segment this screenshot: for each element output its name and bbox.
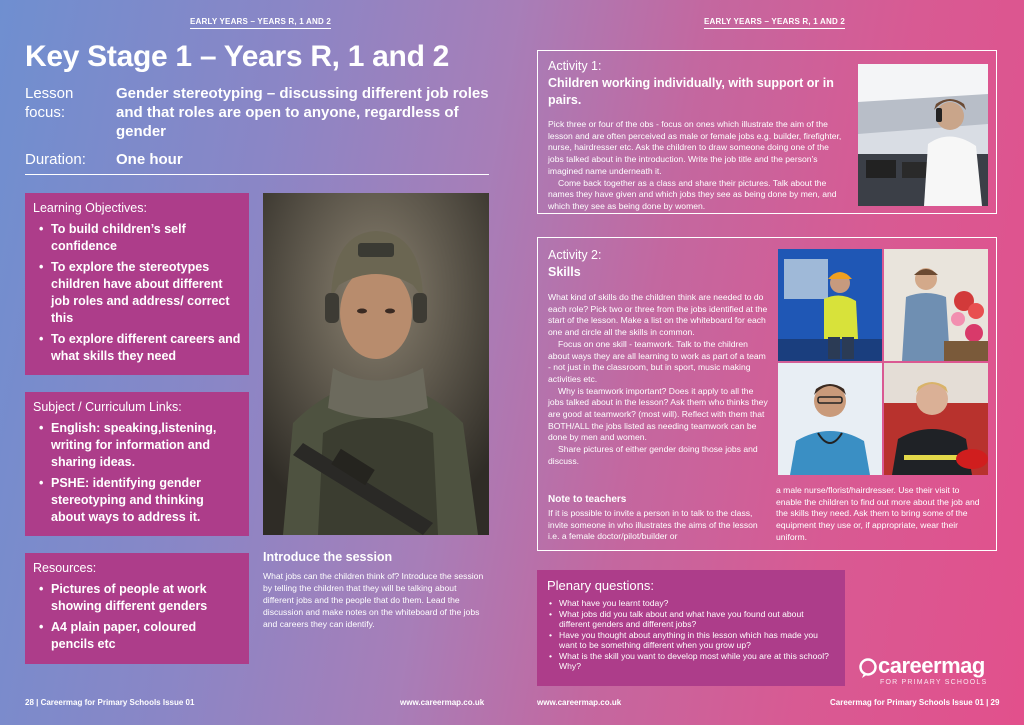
activity2-number: Activity 2: [548,248,602,262]
logo-tagline: FOR PRIMARY SCHOOLS [880,679,988,686]
list-item: • What jobs did you talk about and what have you found out about different genders and different jobs? [547,609,835,630]
list-item: • To explore different careers and what skills they need [43,331,241,365]
footer-url-left[interactable]: www.careermap.co.uk [400,698,485,707]
note-text-right: a male nurse/florist/hairdresser. Use their visit to enable the children to find out more about the job and the skills they need. Ask them to bring some of the equipment they use or, if appropriate, wear their uniform. [776,485,980,542]
list-item: • What is the skill you want to develop most while you are at this school? Why? [547,651,835,672]
curriculum-links-box [25,392,249,536]
list-item: • Have you thought about anything in this lesson which has made you want to be something different when you grow up? [547,630,835,651]
builder-illustration [778,249,882,361]
lesson-focus-value: Gender stereotyping – discussing different job roles and that roles are open to anyone, regardless of gender [116,85,489,140]
curriculum-links-heading: Subject / Curriculum Links: [33,400,182,414]
resources-box [25,553,249,664]
note-text-left: If it is possible to invite a person in to talk to the class, invite someone in who illustrates the aims of the lesson i.e. a female doctor/pilot/builder or [548,508,758,542]
builder-photo [778,249,882,361]
nurse-photo [778,363,882,475]
logo-wordmark: careermag [878,653,985,678]
learning-objectives-box [25,193,249,375]
list-item: • English: speaking,listening, writing for information and sharing ideas. [43,420,241,471]
running-head-right: EARLY YEARS – YEARS R, 1 AND 2 [704,17,845,29]
introduce-text: What jobs can the children think of? Introduce the session by telling the children that they will be talking about different jobs and the people that do them. Lead the discussion and make notes on the whiteboard of the jobs and careers they can identify. [263,571,484,629]
activity1-title: Children working individually, with support or in pairs. [548,76,834,107]
list-item: • A4 plain paper, coloured pencils etc [43,619,241,653]
activity2-para3: Why is teamwork important? Does it apply to all the jobs talked about in the lesson? Ask them who thinks they are good at teamwork? (most will). Reflect with them that BOTH/ALL the jobs listed as needing teamwork can be done by men and women. [548,385,768,443]
learning-objectives-heading: Learning Objectives: [33,201,147,215]
lesson-focus [25,84,495,141]
duration [25,151,183,168]
firefighter-photo [884,363,988,475]
activity2-para2: Focus on one skill - teamwork. Talk to the children about ways they are all learning to work as part of a team - not just in the classroom, but in sport, music making activities etc. [548,338,766,384]
activity2-text [548,292,770,468]
careermag-logo-icon [858,657,878,679]
footer-left: 28 | Careermag for Primary Schools Issue 01 [25,698,195,707]
activity1-text [548,119,842,213]
resources-heading: Resources: [33,561,97,575]
plenary-heading: Plenary questions: [547,578,654,593]
introduce-heading: Introduce the session [263,550,393,564]
page-title: Key Stage 1 – Years R, 1 and 2 [25,40,450,73]
divider [25,174,489,175]
plenary-box [537,570,845,686]
footer-right: Careermag for Primary Schools Issue 01 | 29 [830,698,1000,707]
activity1-para1: Pick three or four of the obs - focus on ones which illustrate the aim of the lesson and are often perceived as male or female jobs e.g. builder, firefighter, nurse, hairdresser etc. Ask the children to draw someone doing one of the jobs talked about in the introduction. Write the job title and the person’s imagined name underneath it. [548,119,842,176]
list-item: • Pictures of people at work showing different genders [43,581,241,615]
list-item: • What have you learnt today? [547,598,835,609]
pilot-illustration [858,64,988,206]
list-item: • To build children’s self confidence [43,221,241,255]
soldier-illustration [263,193,489,535]
nurse-illustration [778,363,882,475]
firefighter-illustration [884,363,988,475]
lesson-focus-label: Lesson focus: [25,85,74,121]
running-head-left: EARLY YEARS – YEARS R, 1 AND 2 [190,17,331,29]
footer-url-right[interactable]: www.careermap.co.uk [537,698,622,707]
list-item: • To explore the stereotypes children have about different job roles and address/ correct this [43,259,241,327]
activity2-para4: Share pictures of either gender doing those jobs and discuss. [548,444,758,466]
duration-label: Duration: [25,151,86,168]
soldier-photo [263,193,489,535]
duration-value: One hour [116,151,183,168]
activity2-title: Skills [548,265,581,279]
pilot-photo [858,64,988,206]
florist-illustration [884,249,988,361]
note-heading: Note to teachers [548,494,627,505]
activity1-number: Activity 1: [548,59,602,73]
activity2-para1: What kind of skills do the children think are needed to do each role? Pick two or three from the jobs identified at the start of the lesson. Make a list on the whiteboard for each one and circle all the skills in common. [548,292,768,338]
activity1-para2: Come back together as a class and share their pictures. Talk about the names they have given and which jobs they see as being done by men, and which they see as being done by women. [548,177,837,211]
florist-photo [884,249,988,361]
list-item: • PSHE: identifying gender stereotyping and thinking about ways to address it. [43,475,241,526]
